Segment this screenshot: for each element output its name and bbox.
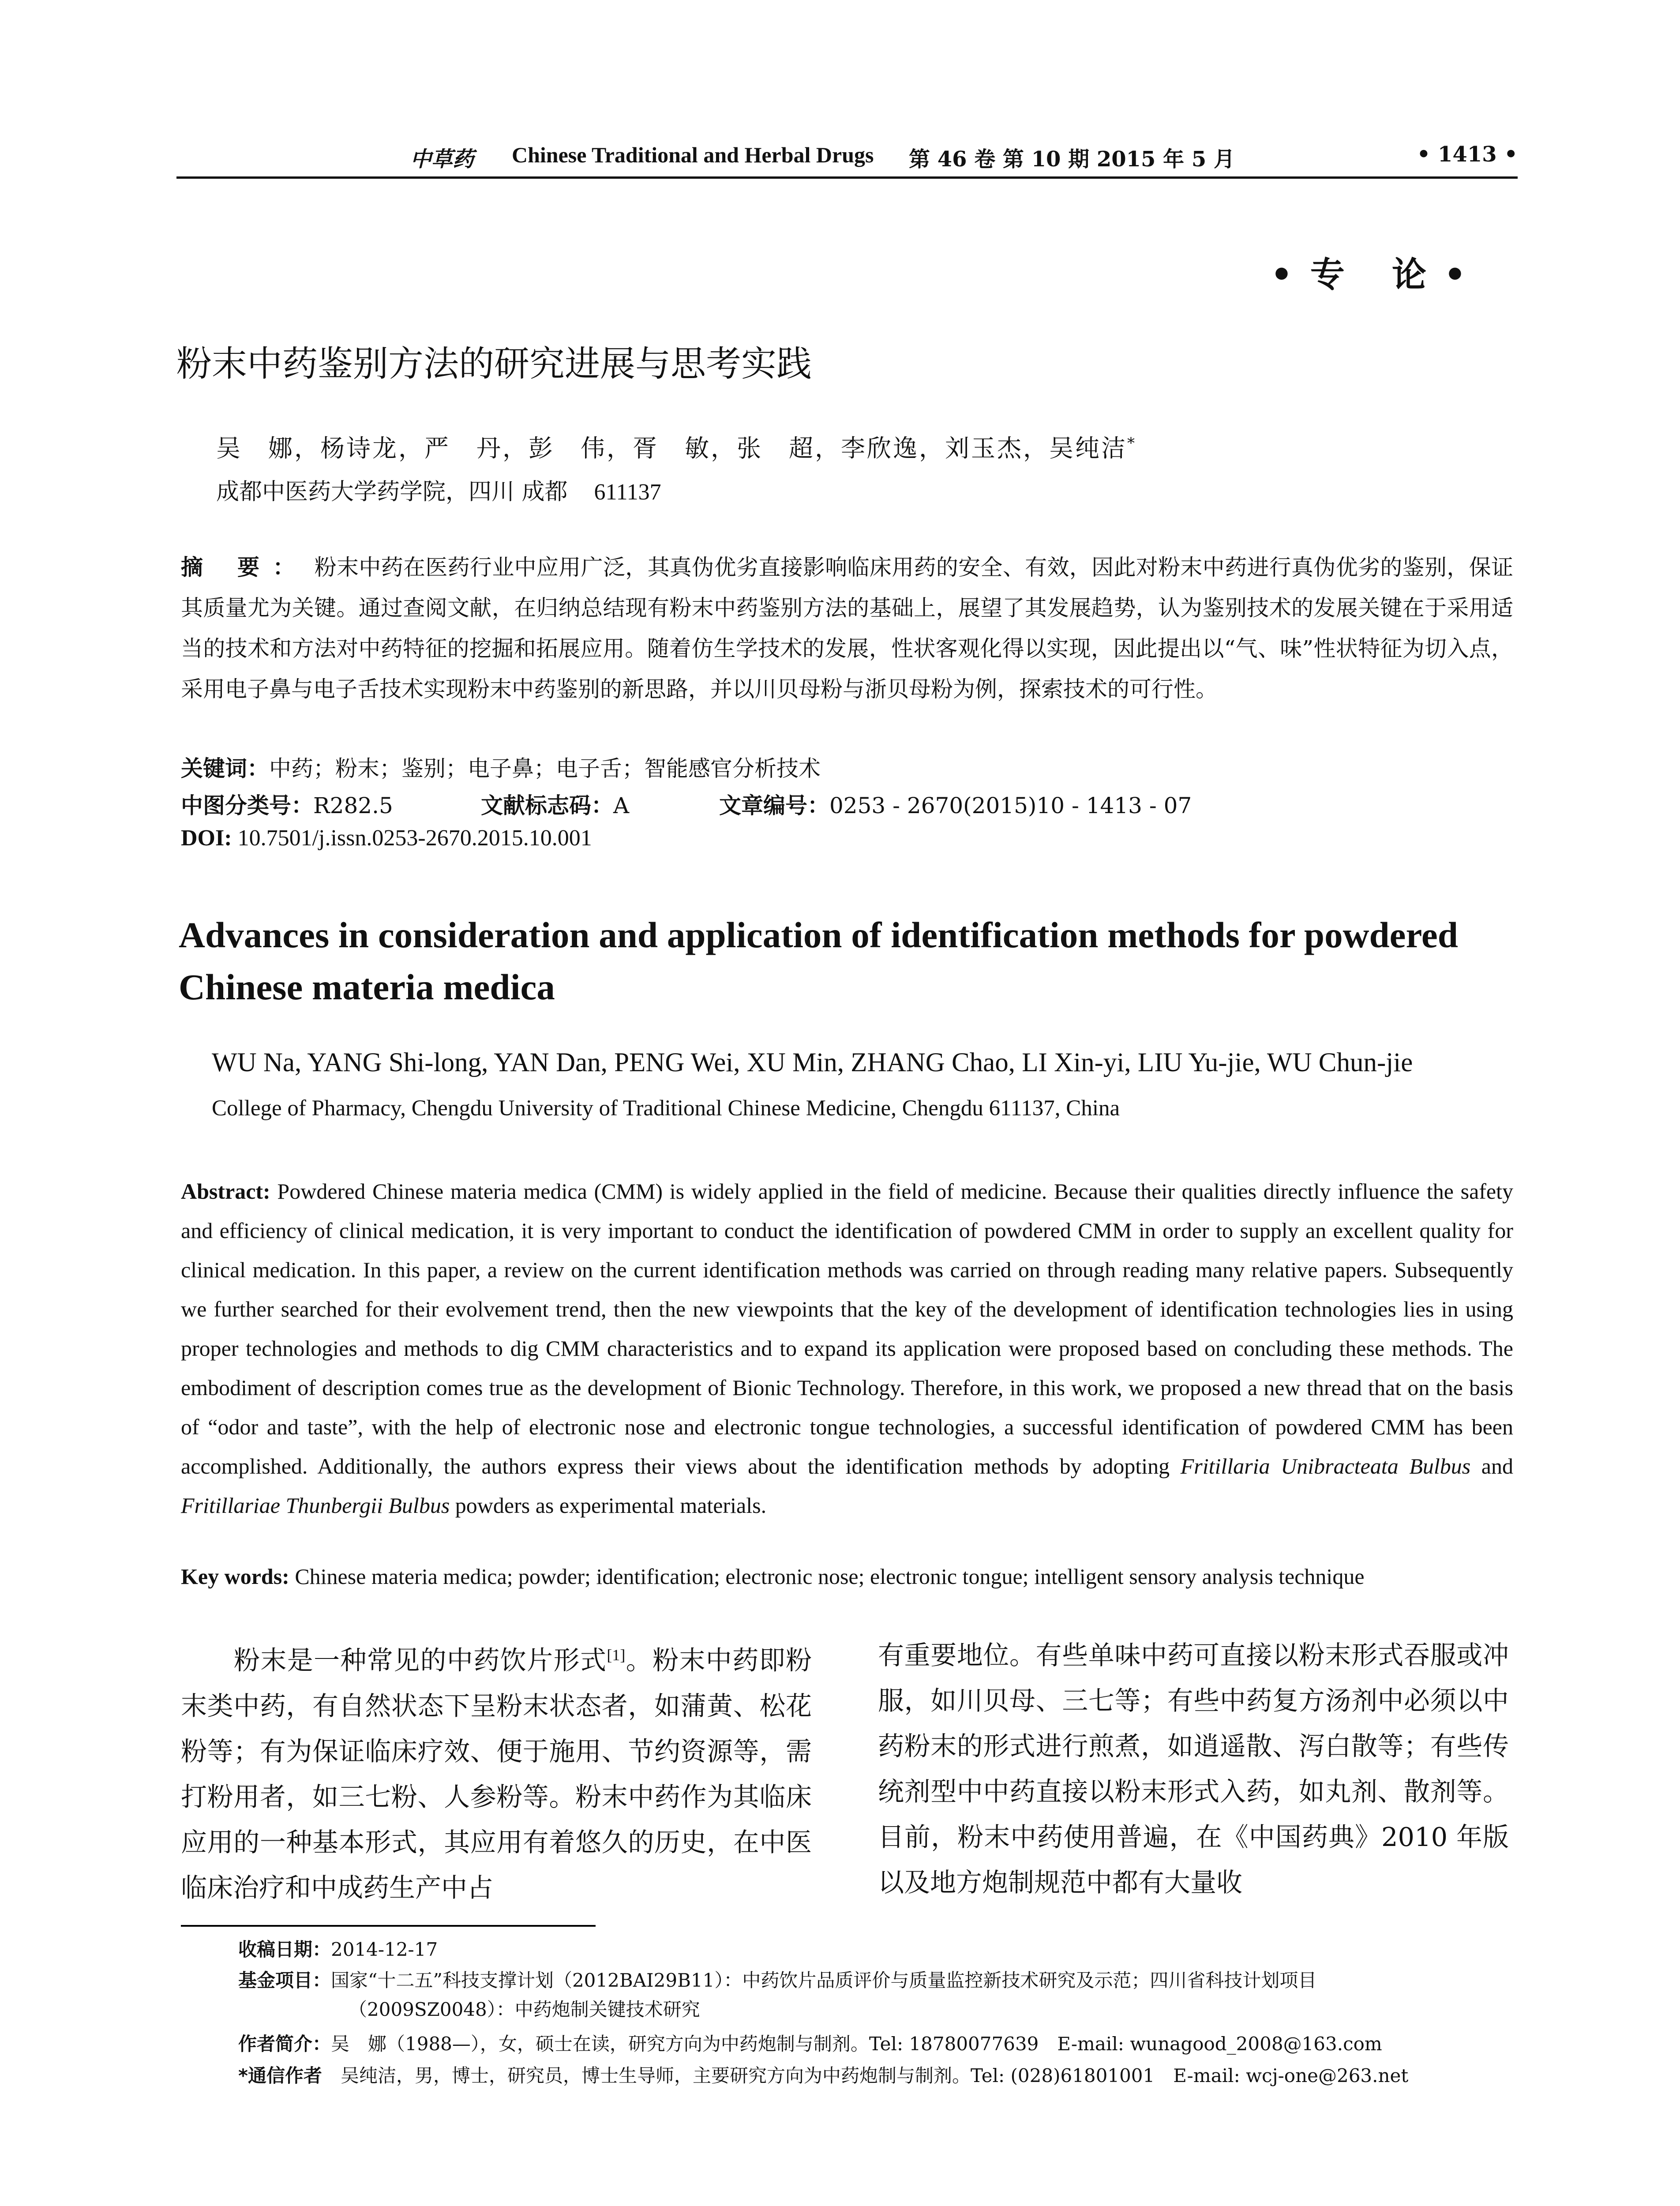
- clc-value: R282.5: [313, 793, 393, 818]
- abstract-text: Powdered Chinese materia medica (CMM) is widely applied in the field of medicine. Because their qualities directly influence the safety and efficiency of clinical medication, it is very important to conduct the identification of powdered CMM in order to supply an excellent quality for clinical medication. In this paper, a review on the current identification methods was carried on through reading many relative papers. Subsequently we further searched for their evolvement trend, then the new viewpoints that the key of the development of identification technologies lies in using proper technologies and methods to dig CMM characteristics and to expand its application were proposed based on concluding these methods. The embodiment of description comes true as the development of Bionic Technology. Therefore, in this work, we proposed a new thread that on the basis of “odor and taste”, with the help of electronic nose and electronic tongue technologies, a successful identification of powdered CMM has been accomplished. Additionally, the authors express their views about the identification methods by adopting: [181, 1179, 1513, 1478]
- english-keywords: [181, 1564, 1365, 1589]
- footnote-label: 收稿日期：: [238, 1939, 331, 1960]
- clc-label: 中图分类号：: [181, 793, 313, 818]
- footnote-label: 基金项目：: [238, 1970, 331, 1991]
- footnote-text: 吴 娜（1988—），女，硕士在读，研究方向为中药炮制与制剂。Tel: 18780077639 E-mail: wunagood_2008@163.com: [331, 2033, 1382, 2055]
- postcode: 611137: [594, 480, 661, 505]
- keywords-label: 关键词：: [181, 756, 269, 781]
- chinese-affiliation: [216, 473, 661, 506]
- issue-info: 第 46 卷 第 10 期 2015 年 5 月: [909, 147, 1235, 172]
- clc-group: [181, 793, 393, 818]
- column-label: •专 论•: [1271, 255, 1484, 295]
- classification-line: [181, 788, 1192, 820]
- doi-link[interactable]: 10.7501/j.issn.0253-2670.2015.10.001: [237, 825, 592, 851]
- article-no-value: 0253 - 2670(2015)10 - 1413 - 07: [829, 793, 1192, 818]
- footnote-text: （2009SZ0048）：中药炮制关键技术研究: [349, 1999, 700, 2020]
- keywords-text: 中药；粉末；鉴别；电子鼻；电子舌；智能感官分析技术: [269, 756, 821, 781]
- keywords-label: Key words:: [181, 1564, 289, 1589]
- article-no-group: [719, 788, 1192, 820]
- english-title: Advances in consideration and application of identification methods for powdered Chinese materia medica: [179, 915, 1458, 1007]
- footnote-received: [238, 1935, 1518, 1964]
- journal-logo: 中草药: [410, 147, 474, 172]
- corresponding-mark: *: [1127, 434, 1137, 452]
- chinese-authors: [216, 429, 1136, 464]
- doc-code-label: 文献标志码：: [481, 793, 613, 818]
- abstract-text-end: powders as experimental materials.: [455, 1493, 767, 1518]
- english-affiliation: College of Pharmacy, Chengdu University of Traditional Chinese Medicine, Chengdu 611137, China: [212, 1096, 1120, 1121]
- doi-label: DOI:: [181, 825, 232, 851]
- article-no-label: 文章编号：: [719, 793, 829, 818]
- keywords-text: Chinese materia medica; powder; identification; electronic nose; electronic tongue; intelligent sensory analysis technique: [295, 1564, 1365, 1589]
- running-header: [176, 142, 1518, 177]
- conjunction: and: [1481, 1454, 1513, 1478]
- chinese-title: 粉末中药鉴别方法的研究进展与思考实践: [176, 343, 812, 384]
- footnote-text: 吴纯洁，男，博士，研究员，博士生导师，主要研究方向为中药炮制与制剂。Tel: (028)61801001 E-mail: wcj-one@263.net: [340, 2065, 1409, 2086]
- citation-ref[interactable]: [1]: [607, 1646, 626, 1664]
- affiliation-text: 成都中医药大学药学院，四川 成都: [216, 479, 568, 505]
- footnote-text: 2014-12-17: [331, 1939, 438, 1960]
- body-paragraph: [181, 1632, 812, 1910]
- body-text: 。粉末中药即粉末类中药，有自然状态下呈粉末状态者，如蒲黄、松花粉等；有为保证临床疗效、便于施用、节约资源等，需打粉用者，如三七粉、人参粉等。粉末中药作为其临床应用的一种基本形式，其应用有着悠久的历史，在中医临床治疗和中成药生产中占: [181, 1645, 812, 1903]
- chinese-abstract: [181, 547, 1513, 709]
- footnote-author: [238, 2030, 1518, 2059]
- doi-line: [181, 825, 592, 851]
- english-authors: WU Na, YANG Shi-long, YAN Dan, PENG Wei, XU Min, ZHANG Chao, LI Xin-yi, LIU Yu-jie, WU Chun-jie: [212, 1048, 1413, 1077]
- body-paragraph: 有重要地位。有些单味中药可直接以粉末形式吞服或冲服，如川贝母、三七等；有些中药复方汤剂中必须以中药粉末的形式进行煎煮，如逍遥散、泻白散等；有些传统剂型中中药直接以粉末形式入药，如丸剂、散剂等。目前，粉末中药使用普遍，在《中国药典》2010 年版以及地方炮制规范中都有大量收: [878, 1640, 1509, 1898]
- species-name: Fritillariae Thunbergii Bulbus: [181, 1493, 450, 1518]
- body-column-right: [878, 1632, 1509, 1905]
- abstract-label: Abstract:: [181, 1179, 270, 1204]
- footnote-label: 作者简介：: [238, 2033, 331, 2055]
- footnote-label: *通信作者: [238, 2065, 322, 2086]
- abstract-text: 粉末中药在医药行业中应用广泛，其真伪优劣直接影响临床用药的安全、有效，因此对粉末中药进行真伪优劣的鉴别，保证其质量尤为关键。通过查阅文献，在归纳总结现有粉末中药鉴别方法的基础上，展望了其发展趋势，认为鉴别技术的发展关键在于采用适当的技术和方法对中药特征的挖掘和拓展应用。随着仿生学技术的发展，性状客观化得以实现，因此提出以“气、味”性状特征为切入点，采用电子鼻与电子舌技术实现粉末中药鉴别的新思路，并以川贝母粉与浙贝母粉为例，探索技术的可行性。: [181, 555, 1513, 702]
- body-column-left: [181, 1632, 812, 1910]
- body-text: 粉末是一种常见的中药饮片形式: [234, 1645, 607, 1676]
- doc-code-value: A: [613, 793, 630, 818]
- doc-code-group: [481, 788, 629, 820]
- footnote-rule: [181, 1925, 596, 1927]
- footnote-text: 国家“十二五”科技支撑计划（2012BAI29B11）：中药饮片品质评价与质量监控新技术研究及示范；四川省科技计划项目: [331, 1970, 1317, 1991]
- footnote-fund: [238, 1966, 1518, 2024]
- page-number: • 1413 •: [1417, 142, 1518, 167]
- abstract-label: 摘 要：: [181, 554, 308, 580]
- author-list: 吴 娜，杨诗龙，严 丹，彭 伟，胥 敏，张 超，李欣逸，刘玉杰，吴纯洁: [216, 434, 1128, 462]
- header-rule: [176, 176, 1518, 179]
- chinese-keywords: [181, 751, 821, 783]
- species-name: Fritillaria Unibracteata Bulbus: [1180, 1454, 1471, 1478]
- footnote-corresponding: [238, 2061, 1518, 2090]
- journal-name: Chinese Traditional and Herbal Drugs: [512, 143, 874, 167]
- english-abstract: [181, 1172, 1513, 1525]
